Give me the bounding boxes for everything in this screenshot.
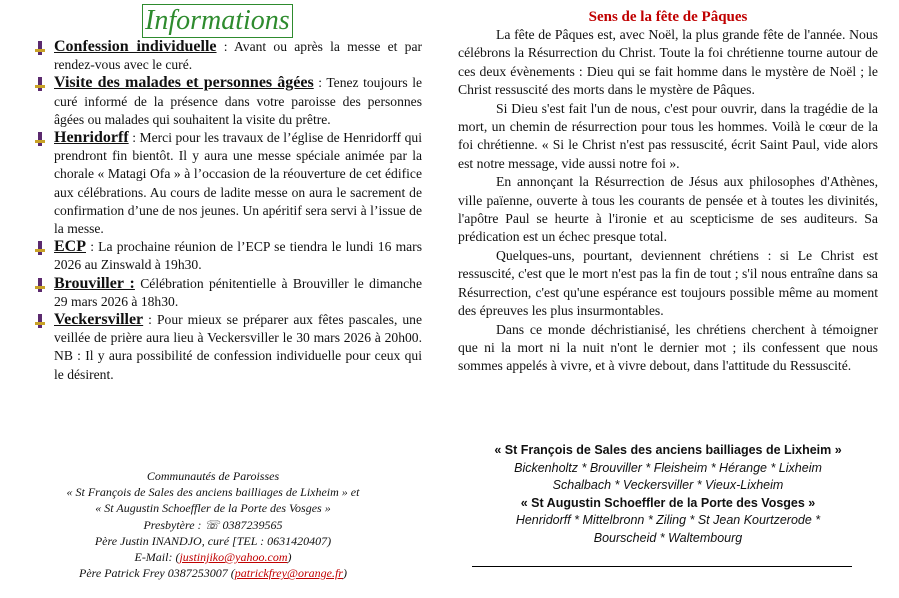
item-text: Pour mieux se préparer aux fêtes pascales, une veillée de prière aura lieu à Veckersviller le 30 mars 2026 à 20h00. NB : Il y aura possibilité de confession individuelle pour ceux qui le désirent. [54, 312, 422, 382]
arrow-bullet-icon [32, 40, 48, 56]
arrow-bullet-icon [32, 240, 48, 256]
info-item-veckersviller: Veckersviller : Pour mieux se préparer aux fêtes pascales, une veillée de prière aura lieu à Veckersviller le 30 mars 2026 à 20h00. NB : Il y aura possibilité de confession individuelle pour ceux qui le désirent. [32, 311, 422, 384]
arrow-bullet-icon [32, 277, 48, 293]
item-heading: Veckersviller [54, 311, 144, 329]
item-text: Merci pour les travaux de l’église de Henridorff qui prendront fin bientôt. Il y aura une messe spéciale animée par la chorale « Matagi Ofa » à l’occasion de la réouverture de cet édifice aux célébrations. Au cours de ladite messe on aura le sacrement de confirmation d’une de nos jeunes. Un apéritif sera servi à l’issue de la messe. [54, 130, 422, 237]
info-item-brouviller [32, 275, 422, 311]
frey-contact: Père Patrick Frey 0387253007 (patrickfrey@orange.fr) [79, 566, 347, 581]
item-heading: Confession individuelle [54, 38, 217, 55]
info-item-ecp: ECP : La prochaine réunion de l’ECP se tiendra le lundi 16 mars 2026 au Zinswald à 19h30. [32, 238, 422, 274]
parish-villages: Henridorff * Mittelbronn * Ziling * St Jean Kourtzerode * [515, 513, 821, 527]
item-text: Célébration pénitentielle à Brouviller le dimanche 29 mars 2026 à 18h30. [54, 275, 422, 309]
email-link[interactable]: justinjiko@yahoo.com [179, 550, 288, 565]
item-heading: Visite des malades et personnes âgées [54, 74, 314, 92]
info-item-henridorff: Henridorff : Merci pour les travaux de l’église de Henridorff qui prendront fin bientôt. Il y aura une messe spéciale animée par la chorale « Matagi Ofa » à l’occasion de la réouverture de cet édifice aux célébrations. Au cours de ladite messe on aura le sacrement de confirmation d’une de nos jeunes. Un apéritif sera servi à l’issue de la messe. [32, 129, 422, 238]
email-line: E-Mail: (justinjiko@yahoo.com) [134, 550, 292, 565]
cure-contact: Père Justin INANDJO, curé [TEL : 0631420407) [94, 533, 332, 548]
bottom-divider [472, 566, 852, 567]
info-item-visite: Visite des malades et personnes âgées : Tenez toujours le curé informé de la présence dans votre paroisse des personnes âgées ou malades qui souhaitent la visite du prêtre. [32, 74, 422, 129]
frey-email-link[interactable]: patrickfrey@orange.fr [234, 566, 343, 581]
item-text: La prochaine réunion de l’ECP se tiendra le lundi 16 mars 2026 au Zinswald à 19h30. [54, 239, 422, 273]
parish-group-title: « St Augustin Schoeffler de la Porte des Vosges » [520, 495, 816, 510]
parish-list [458, 442, 878, 547]
article-paragraph: Quelques-uns, pourtant, deviennent chrétiens : si Le Christ est ressuscité, c'est que le mort n'est pas la fin de tout ; s'il nous entraîne dans sa Résurrection, c'est qu'une espérance est toujours possible même au moment des épreuves les plus insurmontables. [458, 247, 878, 319]
parish-villages: Bourscheid * Waltembourg [593, 530, 743, 545]
footer-line: « St Augustin Schoeffler de la Porte des Vosges » [95, 501, 331, 516]
presbytere-phone: Presbytère : ☏ 0387239565 [143, 517, 283, 532]
info-item-confession: Confession individuelle : Avant ou après la messe et par rendez-vous avec le curé. [32, 38, 422, 74]
arrow-bullet-icon [32, 131, 48, 147]
parish-villages: Bickenholtz * Brouviller * Fleisheim * Hérange * Lixheim [514, 460, 822, 475]
arrow-bullet-icon [32, 76, 48, 92]
item-text: Tenez toujours le curé informé de la présence dans votre paroisse des personnes âgées ou malades qui souhaitent la visite du prêtre. [54, 75, 423, 127]
article-paragraph: En annonçant la Résurrection de Jésus aux philosophes d'Athènes, ville païenne, ouverte à tous les courants de pensée et à toutes les divinités, l'apôtre Paul se heurte à l'ironie et au scepticisme de ses auditeurs. Sa prédication est un échec presque total. [458, 174, 878, 245]
footer-line: Communautés de Paroisses [146, 469, 280, 483]
informations-column [32, 4, 422, 384]
footer-line: « St François de Sales des anciens bailliages de Lixheim » et [66, 485, 360, 500]
article-title: Sens de la fête de Pâques [588, 9, 748, 25]
parish-group-title: « St François de Sales des anciens bailliages de Lixheim » [494, 443, 842, 457]
parish-villages: Schalbach * Veckersviller * Vieux-Lixheim [552, 478, 784, 492]
item-heading: Brouviller : [54, 274, 135, 292]
item-text: Avant ou après la messe et par rendez-vous avec le curé. [54, 39, 423, 73]
article-paragraph: Dans ce monde déchristianisé, les chrétiens cherchent à témoigner que ni la mort ni la nuit n'ont le dernier mot ; ils confessent que nous sommes appelés à vivre, et à vivre debout, dans l'attitude du Ressuscité. [458, 321, 878, 374]
item-heading: ECP [54, 238, 86, 256]
informations-title: Informations [142, 4, 293, 38]
arrow-bullet-icon [32, 313, 48, 329]
item-heading: Henridorff [54, 129, 129, 147]
article-paragraph: La fête de Pâques est, avec Noël, la plus grande fête de l'année. Nous célébrons la Résurrection du Christ. Toute la foi chrétienne tourne autour de ces deux évènements : Dieu qui se fait homme dans le mystère de Noël ; le Christ ressuscité des morts dans le mystère de Pâques. [458, 27, 878, 98]
article-paragraph: Si Dieu s'est fait l'un de nous, c'est pour ouvrir, dans la tragédie de la mort, un chemin de résurrection pour tous les hommes. Voilà le cœur de la foi chrétienne. « Si le Christ n'est pas ressuscité, écrit Saint Paul, vide alors est notre message, vide aussi notre foi ». [458, 100, 878, 171]
parish-contact-footer [40, 468, 386, 581]
easter-article [458, 8, 878, 376]
